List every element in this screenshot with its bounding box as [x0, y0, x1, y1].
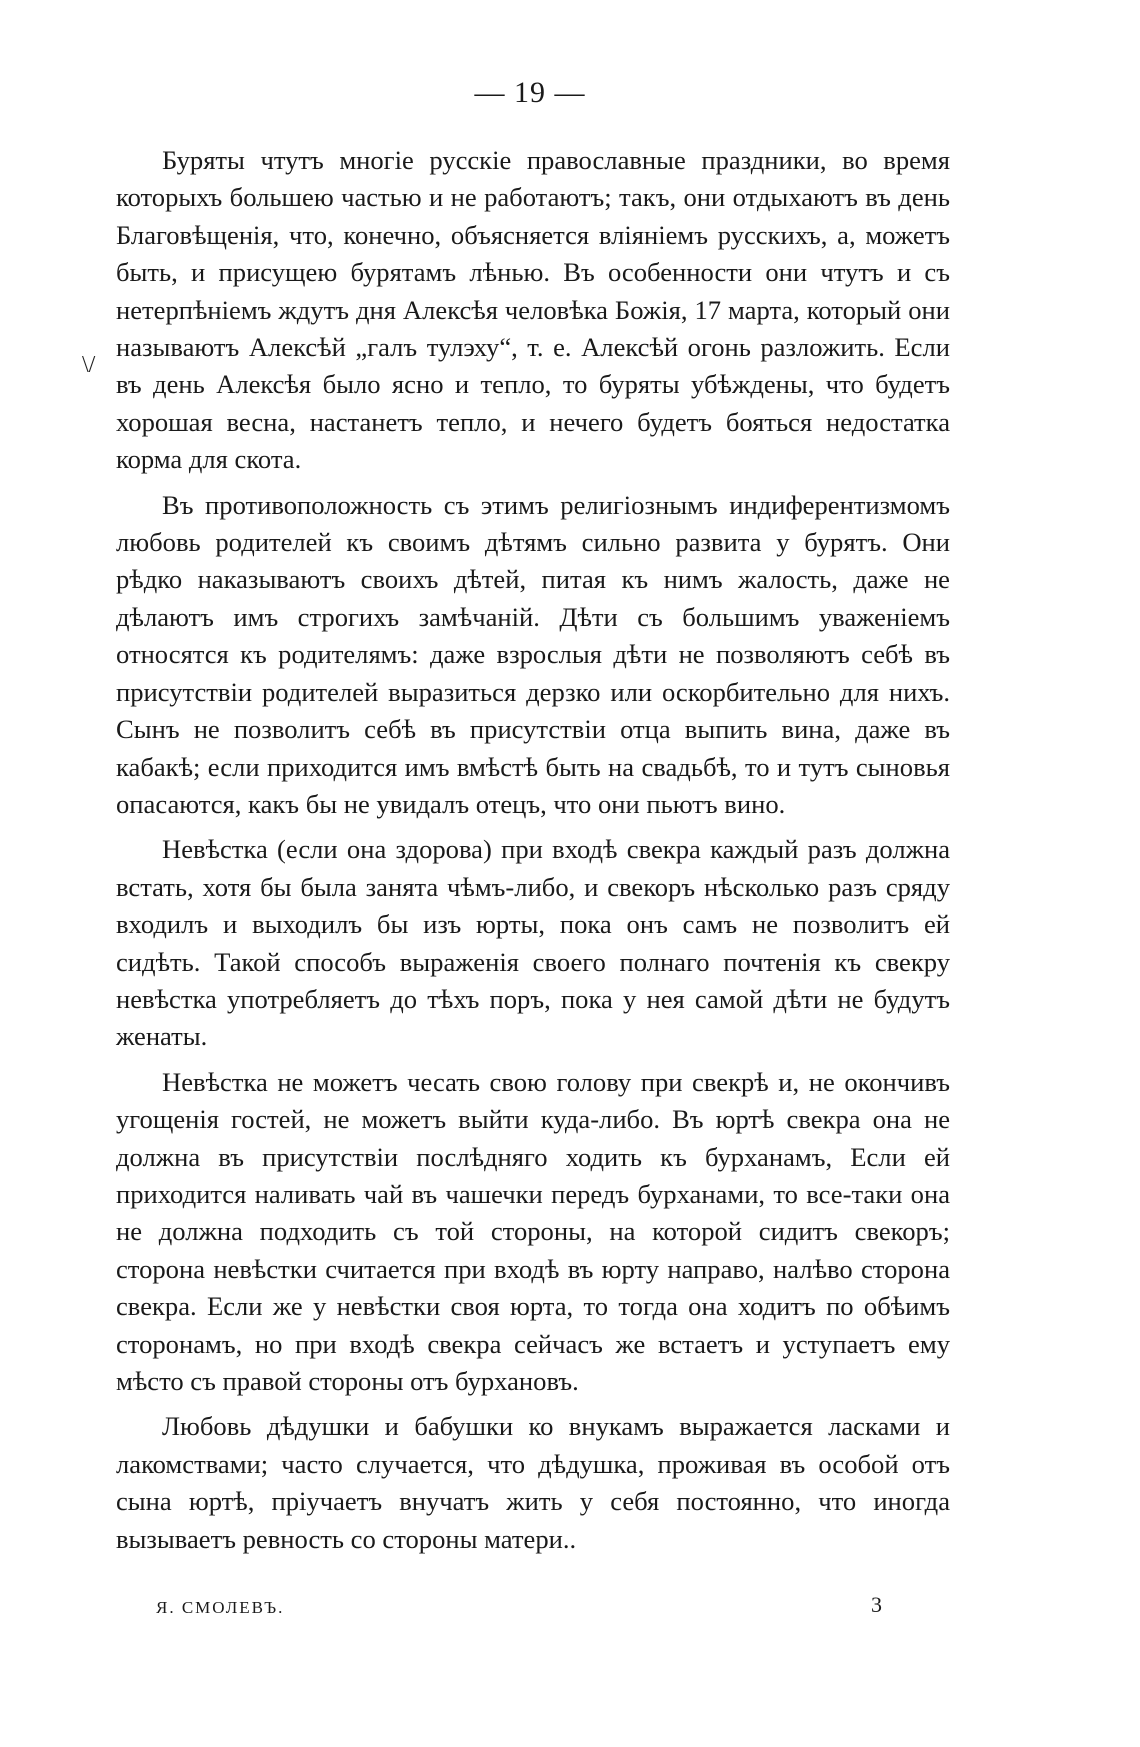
signature-mark: 3 — [871, 1592, 884, 1617]
page-number: — 19 — — [474, 76, 586, 109]
body-text — [116, 142, 950, 1566]
paragraph: Въ противоположность съ этимъ религіознымъ индиферентизмомъ любовь родителей къ своимъ дѣтямъ сильно развита у бурятъ. Они рѣдко наказываютъ своихъ дѣтей, питая къ нимъ жалость, даже не дѣлаютъ имъ строгихъ замѣчаній. Дѣти съ большимъ уваженіемъ относятся къ родителямъ: даже взрослыя дѣти не позволяютъ себѣ въ присутствіи родителей выразиться дерзко или оскорбительно для нихъ. Сынъ не позволитъ себѣ въ присутствіи отца выпить вина, даже въ кабакѣ; если приходится имъ вмѣстѣ быть на свадьбѣ, то и тутъ сыновья опасаются, какъ бы не увидалъ отецъ, что они пьютъ вино. — [116, 489, 950, 819]
paragraph: Невѣстка не можетъ чесать свою голову при свекрѣ и, не окончивъ угощенія гостей, не можетъ выйти куда-либо. Въ юртѣ свекра она не должна въ присутствіи послѣдняго ходить къ бурханамъ, Если ей приходится наливать чай въ чашечки передъ бурханами, то все-таки она не должна подходить съ той стороны, на которой сидитъ свекоръ; сторона невѣстки считается при входѣ въ юрту направо, налѣво сторона свекра. Если же у невѣстки своя юрта, то тогда она ходитъ по обѣимъ сторонамъ, но при входѣ свекра сейчасъ же встаетъ и уступаетъ ему мѣсто съ правой стороны отъ бурхановъ. — [116, 1066, 950, 1396]
paragraph: Буряты чтутъ многіе русскіе православные праздники, во время которыхъ большею частью и не работаютъ; такъ, они отдыхаютъ въ день Благовѣщенія, что, конечно, объясняется вліяніемъ русскихъ, а, можетъ быть, и присущею бурятамъ лѣнью. Въ особенности они чтутъ и съ нетерпѣніемъ ждутъ дня Алексѣя человѣка Божія, 17 марта, который они называютъ Алексѣй „галъ тулэху“, т. е. Алексѣй огонь разложить. Если въ день Алексѣя было ясно и тепло, то буряты убѣждены, что будетъ хорошая весна, настанетъ тепло, и нечего будетъ бояться недостатка корма для скота. — [116, 145, 950, 475]
paragraph: Любовь дѣдушки и бабушки ко внукамъ выражается ласками и лакомствами; часто случается, что дѣдушка, проживая въ особой отъ сына юртѣ, пріучаетъ внучатъ жить у себя постоянно, что иногда вызываетъ ревность со стороны матери.. — [116, 1411, 950, 1554]
margin-annotation: \/ — [82, 352, 96, 378]
paragraph: Невѣстка (если она здорова) при входѣ свекра каждый разъ должна встать, хотя бы была занята чѣмъ-либо, и свекоръ нѣсколько разъ сряду входилъ и выходилъ бы изъ юрты, пока онъ самъ не позволитъ ей сидѣть. Такой способъ выраженія своего полнаго почтенія къ свекру невѣстка употребляетъ до тѣхъ поръ, пока у нея самой дѣти не будутъ женаты. — [116, 834, 950, 1052]
footer-author: Я. СМОЛЕВЪ. — [156, 1598, 285, 1617]
